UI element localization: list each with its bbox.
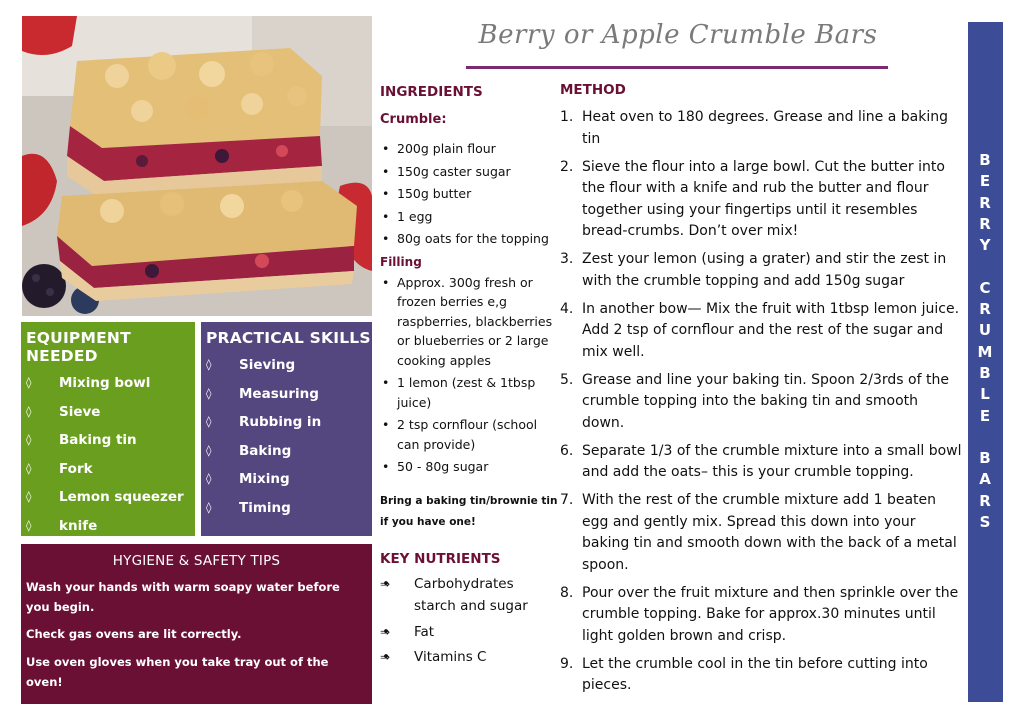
diamond-bullet-icon: ◊ [206,358,212,371]
hygiene-tip: Check gas ovens are lit correctly. [26,627,242,641]
banner-letter: E [979,406,991,425]
method-step: 7. With the rest of the crumble mixture add 1 beaten egg and gently mix. Spread this down into your baking tin and smooth down with the back of a metal spoon. [560,492,957,573]
diamond-bullet-icon: ◊ [26,461,32,475]
skills-heading: PRACTICAL SKILLS [206,329,371,347]
filling-list [380,273,558,477]
ingredients-heading: INGREDIENTS [380,84,483,100]
banner-letter: S [979,513,991,532]
method-step: 6. Separate 1/3 of the crumble mixture into a small bowl and add the oats– this is your crumble topping. [560,442,962,480]
equipment-box [21,322,195,536]
list-item: ◊ Sieve [26,403,101,420]
baking-tin-note: Bring a baking tin/brownie tin if you have one! [380,494,558,528]
hygiene-safety-box [21,544,372,704]
list-item: • 50 - 80g sugar [380,457,558,477]
title-underline [466,66,888,69]
diamond-bullet-icon: ◊ [206,415,212,429]
list-item: ◊ Baking tin [26,432,137,449]
method-step: 8. Pour over the fruit mixture and then sprinkle over the crumble topping. Bake for approx.30 minutes until light golden brown and crisp. [560,584,959,644]
banner-letter: R [979,193,991,212]
banner-letter: U [978,321,992,340]
equipment-heading: EQUIPMENT NEEDED [26,329,131,365]
diamond-bullet-icon: ◊ [26,433,32,447]
list-item: ◊ Baking [206,442,292,459]
arrow-bullet-icon: • ⇒ [380,624,391,639]
list-item: • 1 lemon (zest & 1tbsp juice) [380,373,558,412]
banner-letter: M [977,342,993,361]
skills-list [201,355,372,527]
list-item: • ⇒ Vitamins C [380,646,558,669]
diamond-bullet-icon: ◊ [26,376,32,389]
method-step: 1. Heat oven to 180 degrees. Grease and line a baking tin [560,109,948,147]
nutrients-list [380,573,558,669]
crumble-bars-photo [22,16,372,316]
method-step: 2. Sieve the flour into a large bowl. Cut the butter into the flour with a knife and rub the butter and flour together using your fingertips until it resembles bread-crumbs. Don’t over mix! [560,158,945,239]
banner-letter: C [979,278,991,297]
method-step: 5. Grease and line your baking tin. Spoon 2/3rds of the crumble topping into the baking tin and smooth down. [560,371,949,431]
list-item: ◊ Lemon squeezer [26,489,184,506]
list-item: • 200g plain flour [380,139,558,159]
list-item: ◊ Measuring [206,385,319,402]
ingredients-column [380,84,558,672]
filling-heading: Filling [380,254,422,269]
crumble-heading: Crumble: [380,112,447,127]
practical-skills-box [201,322,372,536]
hygiene-tip: Wash your hands with warm soapy water before you begin. [26,580,340,614]
diamond-bullet-icon: ◊ [206,386,212,400]
list-item: • 80g oats for the topping [380,229,558,249]
diamond-bullet-icon: ◊ [206,443,212,457]
method-heading: METHOD [560,82,626,98]
page-title: Berry or Apple Crumble Bars [478,20,878,50]
method-step: 9. Let the crumble cool in the tin before cutting into pieces. [560,655,928,693]
banner-letter: A [979,470,991,489]
diamond-bullet-icon: ◊ [206,472,212,486]
banner-letter: Y [979,236,991,255]
list-item: ◊ Mixing bowl [26,375,151,391]
list-item: • 1 egg [380,207,558,227]
banner-letter: E [979,172,991,191]
arrow-bullet-icon: • ⇒ [380,576,391,591]
list-item: • ⇒ Fat [380,621,558,644]
method-steps [560,107,962,697]
banner-letter: B [979,151,991,169]
list-item: ◊ Rubbing in [206,414,322,431]
diamond-bullet-icon: ◊ [206,500,212,514]
banner-letter: R [979,491,991,510]
list-item: ◊ Timing [206,499,291,516]
list-item: ◊ knife [26,517,98,534]
list-item: • Approx. 300g fresh or frozen berries e,g raspberries, blackberries or blueberries or 2 large cooking apples [380,273,558,371]
banner-letter [976,427,994,448]
arrow-bullet-icon: • ⇒ [380,650,391,664]
banner-letter [976,256,994,277]
list-item: • ⇒ Carbohydrates starch and sugar [380,573,558,618]
hygiene-heading: HYGIENE & SAFETY TIPS [112,553,281,569]
list-item: ◊ Sieving [206,357,296,373]
key-nutrients-heading: KEY NUTRIENTS [380,550,501,567]
equipment-list [21,373,195,545]
side-banner [968,22,1003,702]
list-item: • 2 tsp cornflour (school can provide) [380,415,558,454]
banner-letter: L [980,385,990,404]
list-item: ◊ Mixing [206,471,290,488]
diamond-bullet-icon: ◊ [26,490,32,504]
banner-letter: R [979,300,991,319]
banner-letter: R [979,214,991,233]
list-item: ◊ Fork [26,460,93,477]
banner-text [976,150,994,533]
diamond-bullet-icon: ◊ [26,518,32,532]
method-step: 4. In another bow— Mix the fruit with 1tbsp lemon juice. Add 2 tsp of cornflour and the rest of the sugar and mix well. [560,300,960,360]
diamond-bullet-icon: ◊ [26,404,32,418]
hygiene-tip: Use oven gloves when you take tray out of the oven! [26,655,329,689]
list-item: • 150g caster sugar [380,162,558,182]
method-column [560,82,962,703]
list-item: • 150g butter [380,184,558,204]
banner-letter: B [979,449,991,468]
banner-letter: B [979,363,991,382]
method-step: 3. Zest your lemon (using a grater) and stir the zest in with the crumble topping and add 150g sugar [560,251,947,289]
crumble-list [380,139,558,249]
